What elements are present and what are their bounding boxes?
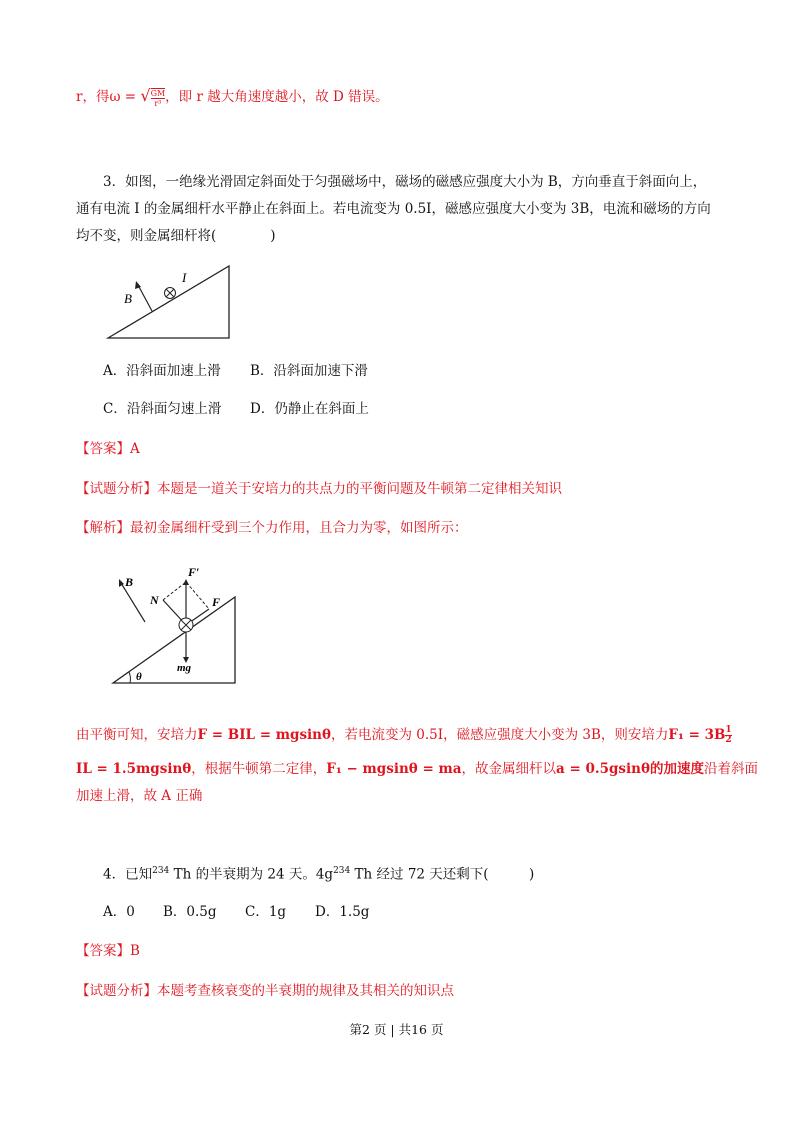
tag: 【试题分析】 bbox=[76, 481, 157, 497]
text: 最初金属细杆受到三个力作用，且合力为零，如图所示： bbox=[130, 520, 468, 536]
numerator: 1 bbox=[725, 725, 732, 735]
text: 沿着斜面 bbox=[703, 761, 758, 777]
incline-figure bbox=[100, 258, 240, 348]
q4-option-d: D．1.5g bbox=[315, 904, 370, 920]
tag: 【答案】 bbox=[76, 943, 130, 959]
q4-option-c: C．1g bbox=[245, 904, 287, 920]
label-theta: θ bbox=[136, 671, 142, 683]
tag: 【试题分析】 bbox=[76, 983, 157, 999]
numerator: GM bbox=[150, 88, 166, 98]
mass-number: 234 bbox=[152, 866, 170, 876]
answer: B bbox=[130, 943, 140, 959]
prev-answer-line: r，得ω = √ $\frac{GM}{\text{r³}}$ ，即 r 越大角速度越小，故 D 错误。 bbox=[76, 86, 389, 108]
sqrt-fraction bbox=[151, 88, 166, 108]
label-B: B bbox=[125, 575, 134, 589]
q3-line2: 通有电流 I 的金属细杆水平静止在斜面上。若电流变为 0.5I，磁感应强度大小变为 3B，电流和磁场的方向 bbox=[76, 201, 711, 217]
text: r，得ω = bbox=[76, 89, 141, 105]
option-a: A．沿斜面加速上滑 bbox=[103, 363, 221, 379]
solution-line2 bbox=[76, 759, 758, 779]
q3-explain bbox=[76, 518, 468, 538]
mass-number: 234 bbox=[333, 866, 351, 876]
q3-analysis bbox=[76, 479, 562, 499]
formula: F = BIL = mgsinθ bbox=[197, 727, 331, 743]
tag: 【答案】 bbox=[76, 441, 130, 457]
formula: a = 0.5gsinθ的加速度 bbox=[556, 761, 704, 777]
q4-answer bbox=[76, 941, 140, 961]
text: 4．已知 bbox=[103, 866, 153, 883]
fraction bbox=[725, 726, 731, 745]
q4-question bbox=[103, 861, 534, 885]
page-footer: 第2 页 | 共16 页 bbox=[349, 1022, 444, 1037]
option-d: D．仍静止在斜面上 bbox=[250, 401, 369, 417]
formula: F₁ − mgsinθ = ma bbox=[326, 761, 462, 777]
label-mg: mg bbox=[177, 662, 192, 674]
formula: IL = 1.5mgsinθ bbox=[76, 761, 192, 777]
text: ，根据牛顿第二定律， bbox=[191, 761, 327, 777]
q4-analysis bbox=[76, 981, 454, 1001]
q3-answer bbox=[76, 439, 140, 459]
solution-line3: 加速上滑，故 A 正确 bbox=[76, 788, 203, 804]
label-I: I bbox=[182, 270, 187, 285]
text: 由平衡可知，安培力 bbox=[76, 727, 198, 743]
text: Th 的半衰期为 24 天。4g bbox=[169, 866, 334, 883]
solution-line1 bbox=[76, 725, 732, 745]
label-N: N bbox=[150, 593, 159, 607]
text: Th 经过 72 天还剩下( ) bbox=[350, 866, 535, 883]
text: 本题是一道关于安培力的共点力的平衡问题及牛顿第二定律相关知识 bbox=[157, 481, 562, 497]
q4-option-a: A．0 bbox=[103, 904, 135, 920]
text: ，即 r 越大角速度越小，故 D 错误。 bbox=[165, 89, 389, 105]
text: ，故金属细杆以 bbox=[461, 761, 557, 777]
q3-line3: 均不变，则金属细杆将( ) bbox=[76, 228, 276, 244]
option-c: C．沿斜面匀速上滑 bbox=[103, 401, 222, 417]
label-B: B bbox=[124, 291, 132, 306]
force-diagram bbox=[100, 560, 250, 690]
tag: 【解析】 bbox=[76, 520, 130, 536]
answer: A bbox=[130, 441, 140, 457]
q4-option-b: B．0.5g bbox=[163, 904, 217, 920]
text: 本题考查核衰变的半衰期的规律及其相关的知识点 bbox=[157, 983, 454, 999]
denominator: r³ bbox=[154, 98, 162, 108]
q3-line1: 3．如图，一绝缘光滑固定斜面处于匀强磁场中，磁场的磁感应强度大小为 B，方向垂直于斜面向上， bbox=[103, 174, 707, 190]
denominator: 2 bbox=[725, 735, 732, 745]
label-F: F bbox=[212, 595, 221, 609]
label-F-prime: F′ bbox=[188, 565, 200, 579]
text: ，若电流变为 0.5I，磁感应强度大小变为 3B，则安培力 bbox=[331, 727, 669, 743]
formula: F₁ = 3B bbox=[668, 727, 726, 743]
option-b: B．沿斜面加速下滑 bbox=[250, 363, 368, 379]
